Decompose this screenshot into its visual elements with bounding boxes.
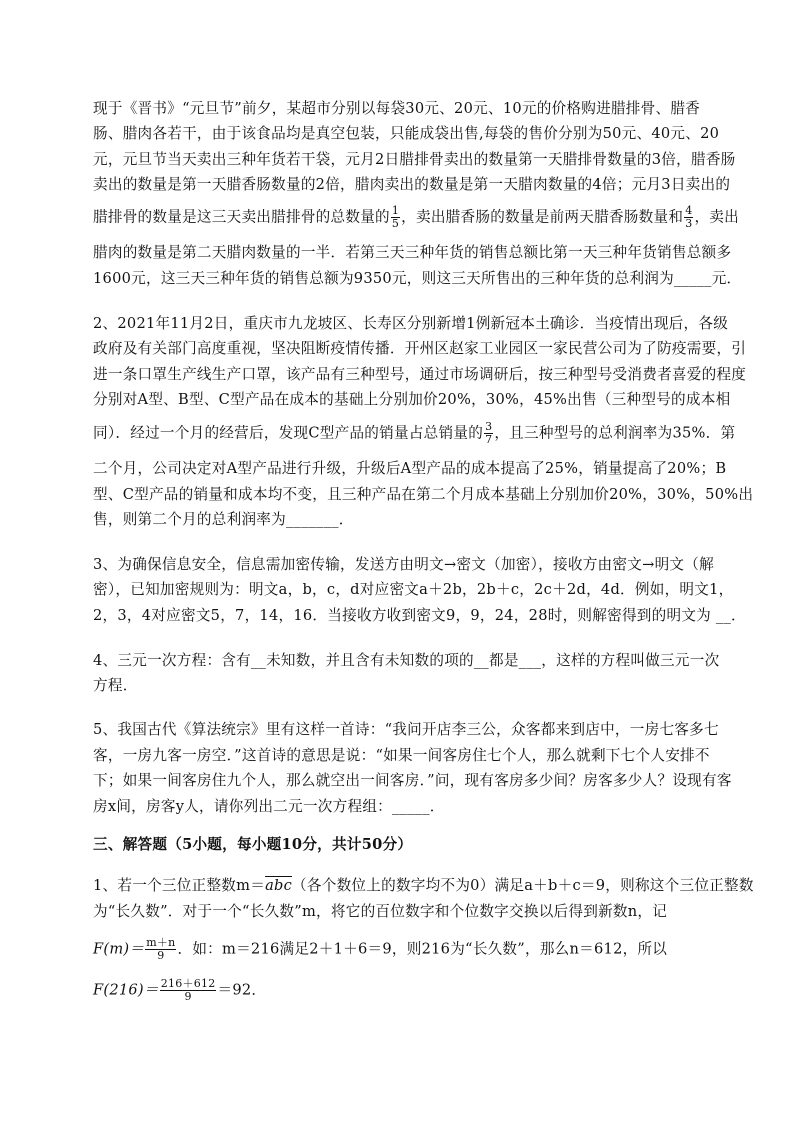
problem-2-line-4: 分别对A型、B型、C型产品在成本的基础上分别加价20%，30%，45%出售（三种型号的成本相 [93, 391, 731, 408]
problem-5-line-3: 下；如果一间客房住九个人，那么就空出一间客房．”问，现有客房多少间？房客多少人？设现有客 [93, 772, 732, 789]
problem-5-line-1: 5、我国古代《算法统宗》里有这样一首诗：“我问开店李三公，众客都来到店中，一房七客多七 [93, 721, 719, 738]
problem-prev-line-7: 1600元，这三天三种年货的销售总额为9350元，则这三天所售出的三种年货的总利润为_____元． [93, 270, 742, 287]
problem-4-line-2: 方程． [93, 677, 138, 694]
fraction-216-plus-612-over-9 [160, 978, 217, 1003]
fraction-numerator: 216＋612 [160, 977, 216, 990]
fraction-numerator: 4 [685, 204, 693, 217]
answer-1-line-1 [93, 876, 754, 896]
fraction-numerator: m＋n [146, 936, 176, 949]
answer-1-line-1-text-a: 1、若一个三位正整数m＝ [93, 877, 266, 894]
fraction-one-fifth [391, 205, 400, 230]
problem-prev-line-5-text-a: 腊排骨的数量是这三天卖出腊排骨的总数量的 [93, 208, 390, 226]
problem-2-line-3: 进一条口罩生产线生产口罩，该产品有三种型号，通过市场调研后，按三种型号受消费者喜爱的程度 [93, 366, 747, 383]
answer-1-line-4 [93, 978, 266, 1003]
problem-prev-line-3: 元，元旦节当天卖出三种年货若干袋，元月2日腊排骨卖出的数量第一天腊排骨数量的3倍，腊香肠 [93, 151, 736, 168]
answer-1-line-3 [93, 937, 667, 962]
problem-prev-line-6: 腊肉的数量是第二天腊肉数量的一半．若第三天三种年货的销售总额比第一天三种年货销售总额多 [93, 244, 732, 261]
problem-2-line-1: 2、2021年11月2日，重庆市九龙坡区、长寿区分别新增1例新冠本土确诊．当疫情出现后，各级 [93, 315, 729, 332]
problem-prev-line-1: 现于《晋书》“元旦节”前夕，某超市分别以每袋30元、20元、10元的价格购进腊排骨、腊香 [93, 100, 701, 117]
problem-prev-line-4: 卖出的数量是第一天腊香肠数量的2倍，腊肉卖出的数量是第一天腊肉数量的4倍；元月3日卖出的 [93, 176, 731, 193]
problem-2-line-2: 政府及有关部门高度重视，坚决阻断疫情传播．开州区赵家工业园区一家民营公司为了防疫需要，引 [93, 340, 747, 357]
fraction-three-sevenths [484, 421, 493, 446]
function-f-m: F(m)＝ [93, 940, 145, 958]
problem-prev-line-5 [93, 205, 739, 230]
answer-1-line-3-text-b: ．如：m＝216满足2＋1＋6＝9，则216为“长久数”，那么n＝612，所以 [177, 940, 668, 958]
fraction-numerator: 1 [391, 204, 400, 217]
fraction-denominator: 5 [391, 217, 400, 230]
problem-3-line-3: 2，3，4对应密文5，7，14，16．当接收方收到密文9，9，24，28时，则解密得到的明文为 __． [93, 607, 746, 624]
fraction-denominator: 7 [485, 433, 493, 446]
problem-2-line-5 [93, 421, 735, 446]
problem-5-line-2: 客，一房九客一房空．”这首诗的意思是说：“如果一间客房住七个人，那么就剩下七个人安排不 [93, 747, 710, 764]
problem-3-line-1: 3、为确保信息安全，信息需加密传输，发送方由明文→密文（加密），接收方由密文→明文（解 [93, 556, 714, 573]
problem-5-line-4: 房x间，房客y人，请你列出二元一次方程组：_____． [93, 798, 445, 815]
overline-abc: $\overline{abc}$ [265, 877, 293, 894]
section-3-heading: 三、解答题（5小题，每小题10分，共计50分） [93, 836, 413, 853]
problem-2-line-5-text-b: ，且三种型号的总利润率为35%．第 [494, 424, 736, 442]
problem-2-line-7: 型、C型产品的销量和成本均不变，且三种产品在第二个月成本基础上分别加价20%，30%，50%出 [93, 486, 754, 503]
problem-4-line-1: 4、三元一次方程：含有__未知数，并且含有未知数的项的__都是___，这样的方程叫做三元一次 [93, 652, 720, 669]
function-f-216: F(216)＝ [93, 981, 159, 999]
fraction-denominator: 9 [184, 990, 192, 1003]
problem-3-line-2: 密），已知加密规则为：明文a，b，c，d对应密文a＋2b，2b＋c，2c＋2d，4d．例如，明文1， [93, 581, 734, 598]
answer-1-line-1-text-b: （各个数位上的数字均不为0）满足a＋b＋c＝9，则称这个三位正整数 [292, 877, 754, 894]
fraction-four-thirds [684, 205, 693, 230]
answer-1-line-4-text-b: ＝92． [217, 981, 267, 999]
answer-1-line-2: 为“长久数”．对于一个“长久数”m，将它的百位数字和个位数字交换以后得到新数n，记 [93, 903, 668, 920]
fraction-denominator: 9 [157, 949, 165, 962]
problem-2-line-6: 二个月，公司决定对A型产品进行升级，升级后A型产品的成本提高了25%，销量提高了20%；B [93, 460, 727, 477]
fraction-m-plus-n-over-9 [145, 937, 176, 962]
fraction-denominator: 3 [685, 217, 693, 230]
problem-2-line-5-text-a: 同）．经过一个月的经营后，发现C型产品的销量占总销量的 [93, 424, 484, 442]
problem-prev-line-2: 肠、腊肉各若干，由于该食品均是真空包装，只能成袋出售,每袋的售价分别为50元、40元、20 [93, 125, 720, 142]
problem-prev-line-5-text-c: ，卖出 [694, 208, 739, 226]
problem-2-line-8: 售，则第二个月的总利润率为_______． [93, 511, 354, 528]
fraction-numerator: 3 [485, 420, 493, 433]
problem-prev-line-5-text-b: ，卖出腊香肠的数量是前两天腊香肠数量和 [401, 208, 684, 226]
